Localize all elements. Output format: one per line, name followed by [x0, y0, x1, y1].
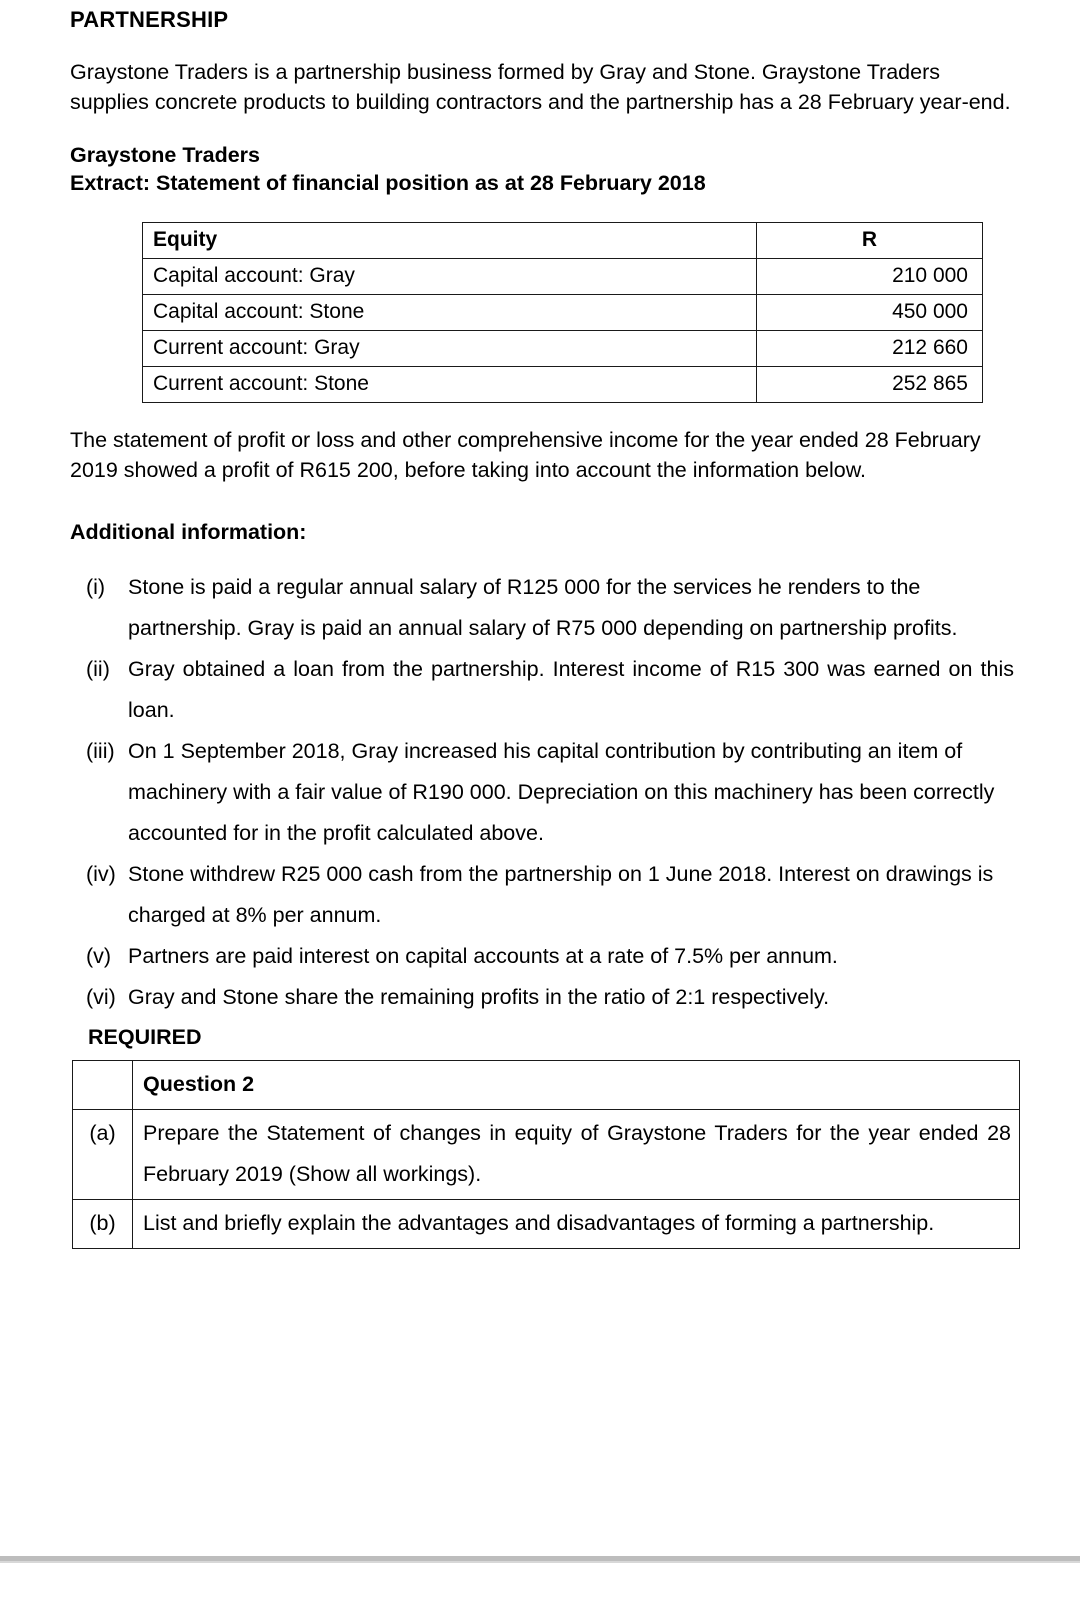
table-row	[73, 1200, 1020, 1249]
list-item-text: Stone withdrew R25 000 cash from the partnership on 1 June 2018. Interest on drawings is charged at 8% per annum.	[128, 862, 994, 927]
question-row-marker: (a)	[73, 1110, 133, 1200]
equity-table-wrapper	[70, 197, 1022, 403]
question-row-marker: (b)	[73, 1200, 133, 1249]
list-item	[70, 936, 1022, 977]
equity-column-header-amount: R	[757, 223, 983, 259]
question-header-title: Question 2	[133, 1061, 1020, 1110]
entity-heading-block	[70, 117, 1022, 197]
intro-paragraph: Graystone Traders is a partnership business formed by Gray and Stone. Graystone Traders supplies concrete products to building contractors and the partnership has a 28 February year-end.	[70, 60, 1011, 114]
additional-information-list	[70, 547, 1022, 1018]
question-table	[72, 1060, 1020, 1249]
profit-paragraph: The statement of profit or loss and other comprehensive income for the year ended 28 February 2019 showed a profit of R615 200, before taking into account the information below.	[70, 428, 981, 482]
list-item-marker: (i)	[86, 575, 106, 599]
list-item-marker: (iv)	[86, 862, 116, 886]
equity-row-amount: 210 000	[757, 259, 983, 295]
table-row	[143, 367, 983, 403]
equity-table	[142, 222, 983, 403]
list-item-text: Partners are paid interest on capital accounts at a rate of 7.5% per annum.	[128, 944, 838, 968]
table-header-row	[73, 1061, 1020, 1110]
page-bottom-divider-shadow	[0, 1561, 1080, 1563]
list-item-text: Gray and Stone share the remaining profits in the ratio of 2:1 respectively.	[128, 985, 830, 1009]
list-item	[70, 731, 1022, 854]
equity-row-amount: 212 660	[757, 331, 983, 367]
list-item	[70, 649, 1022, 731]
table-row	[143, 331, 983, 367]
equity-row-label: Capital account: Stone	[143, 295, 757, 331]
equity-column-header-label: Equity	[143, 223, 757, 259]
question-row-text: List and briefly explain the advantages and disadvantages of forming a partnership.	[133, 1200, 1020, 1249]
statement-heading: Extract: Statement of financial position as at 28 February 2018	[70, 171, 706, 195]
equity-row-label: Capital account: Gray	[143, 259, 757, 295]
list-item-text: Gray obtained a loan from the partnership. Interest income of R15 300 was earned on this loan.	[128, 657, 1014, 722]
list-item-marker: (vi)	[86, 985, 116, 1009]
page-content	[70, 0, 1022, 1249]
list-item-text: Stone is paid a regular annual salary of R125 000 for the services he renders to the partnership. Gray is paid an annual salary of R75 000 depending on partnership profits.	[128, 575, 958, 640]
entity-name: Graystone Traders	[70, 143, 261, 167]
table-row	[143, 295, 983, 331]
equity-row-label: Current account: Stone	[143, 367, 757, 403]
list-item	[70, 977, 1022, 1018]
required-heading: REQUIRED	[88, 1025, 202, 1049]
table-header-row	[143, 223, 983, 259]
question-row-text: Prepare the Statement of changes in equity of Graystone Traders for the year ended 28 February 2019 (Show all workings).	[133, 1110, 1020, 1200]
list-item	[70, 854, 1022, 936]
equity-table-head	[143, 223, 983, 259]
list-item-text: On 1 September 2018, Gray increased his capital contribution by contributing an item of machinery with a fair value of R190 000. Depreciation on this machinery has been correctly accounted for in the profit calculated above.	[128, 739, 995, 845]
question-table-body	[73, 1061, 1020, 1249]
question-table-wrapper	[70, 1052, 1022, 1249]
equity-table-body	[143, 259, 983, 403]
list-item	[70, 567, 1022, 649]
list-item-marker: (ii)	[86, 657, 110, 681]
table-row	[73, 1110, 1020, 1200]
table-row	[143, 259, 983, 295]
question-header-marker	[73, 1061, 133, 1110]
page-title: PARTNERSHIP	[70, 7, 229, 32]
equity-row-label: Current account: Gray	[143, 331, 757, 367]
list-item-marker: (iii)	[86, 739, 115, 763]
equity-row-amount: 450 000	[757, 295, 983, 331]
additional-information-heading: Additional information:	[70, 520, 307, 544]
equity-row-amount: 252 865	[757, 367, 983, 403]
list-item-marker: (v)	[86, 944, 112, 968]
